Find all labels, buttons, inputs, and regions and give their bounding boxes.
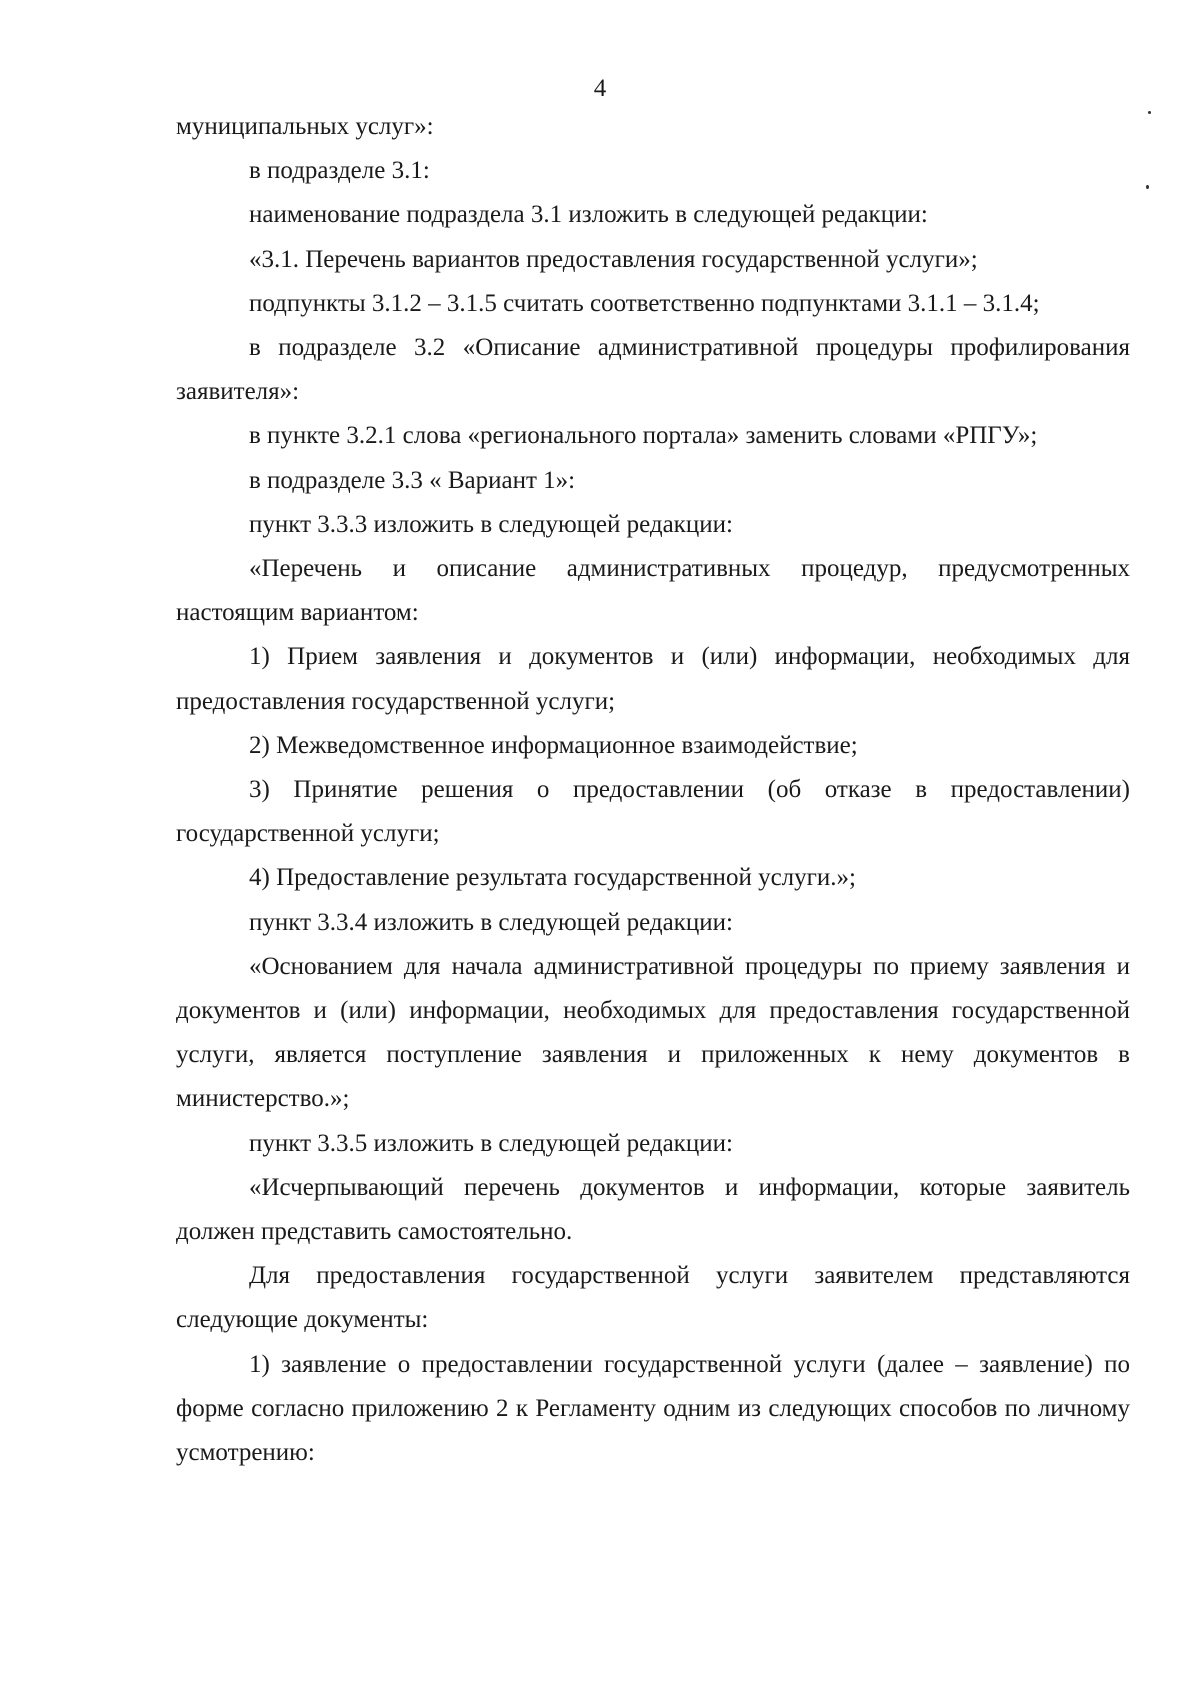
- document-body: [176, 105, 1130, 1475]
- list-item: 2) Межведомственное информационное взаимодействие;: [249, 731, 858, 759]
- paragraph: «Исчерпывающий перечень документов и информации, которые заявитель должен представить самостоятельно.: [176, 1173, 1130, 1246]
- paragraph: в пункте 3.2.1 слова «регионального портала» заменить словами «РПГУ»;: [249, 422, 1038, 450]
- paragraph: в подразделе 3.1:: [249, 157, 430, 185]
- scan-speck: [1146, 185, 1149, 189]
- list-item: 4) Предоставление результата государственной услуги.»;: [249, 864, 856, 892]
- paragraph: Для предоставления государственной услуги заявителем представляются следующие документы:: [176, 1262, 1130, 1334]
- paragraph: пункт 3.3.3 изложить в следующей редакции:: [249, 510, 733, 538]
- scan-speck: [1148, 111, 1151, 114]
- list-item: 1) заявление о предоставлении государственной услуги (далее – заявление) по форме согласно приложению 2 к Регламенту одним из следующих способов по личному усмотрению:: [176, 1350, 1130, 1467]
- paragraph: «Перечень и описание административных процедур, предусмотренных настоящим вариантом:: [176, 555, 1130, 627]
- paragraph: подпункты 3.1.2 – 3.1.5 считать соответственно подпунктами 3.1.1 – 3.1.4;: [249, 289, 1040, 317]
- paragraph: муниципальных услуг»:: [176, 113, 434, 140]
- paragraph: пункт 3.3.4 изложить в следующей редакции:: [249, 908, 733, 936]
- page-number: 4: [593, 75, 607, 102]
- list-item: 1) Прием заявления и документов и (или) информации, необходимых для предоставления государственной услуги;: [176, 643, 1130, 715]
- paragraph: в подразделе 3.3 « Вариант 1»:: [249, 466, 576, 494]
- paragraph: в подразделе 3.2 «Описание административной процедуры профилирования заявителя»:: [176, 334, 1130, 406]
- paragraph: наименование подраздела 3.1 изложить в следующей редакции:: [249, 201, 928, 229]
- paragraph: «Основанием для начала административной процедуры по приему заявления и документов и (или) информации, необходимых для предоставления государственной услуги, является поступление заявления и приложенных к нему документов в министерство.»;: [176, 952, 1130, 1113]
- paragraph: «3.1. Перечень вариантов предоставления государственной услуги»;: [249, 245, 978, 273]
- paragraph: пункт 3.3.5 изложить в следующей редакции:: [249, 1129, 733, 1157]
- list-item: 3) Принятие решения о предоставлении (об отказе в предоставлении) государственной услуги;: [176, 776, 1130, 848]
